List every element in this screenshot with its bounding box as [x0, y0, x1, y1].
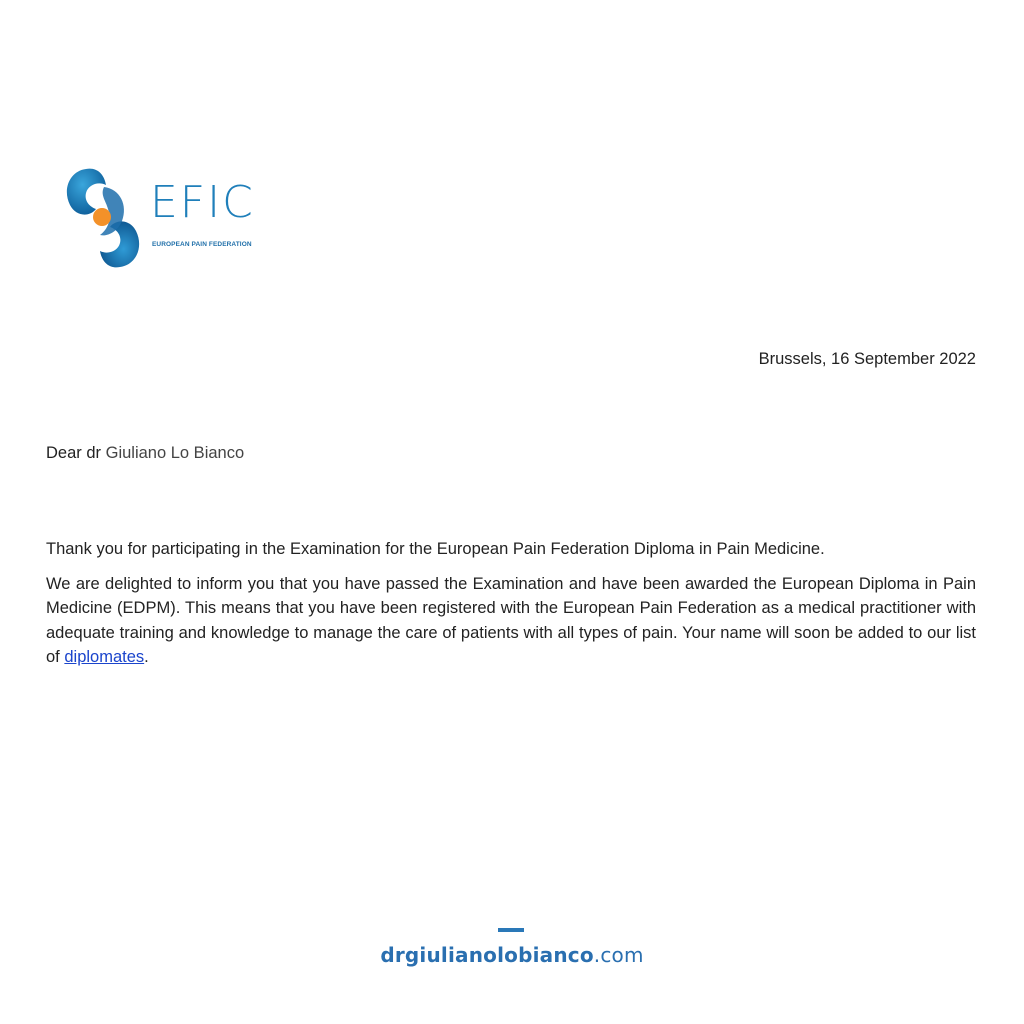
efic-logo-text: EFIC — [150, 177, 255, 228]
footer-domain-tld: .com — [593, 943, 644, 967]
paragraph-award — [46, 572, 976, 670]
salutation — [46, 444, 244, 463]
diplomates-link[interactable]: diplomates — [64, 648, 145, 666]
paragraph-award-text: We are delighted to inform you that you have passed the Examination and have been awarded the European Diploma in Pain Medicine (EDPM). This means that you have been registered with the European Pain Federation as a medical practitioner with adequate training and knowledge to manage the care of patients with all types of pain. Your name will soon be added to our list of — [46, 574, 976, 666]
footer-accent-bar — [498, 928, 524, 932]
efic-logo-mark-icon — [64, 165, 144, 271]
efic-logo — [64, 165, 254, 273]
letter-date: Brussels, 16 September 2022 — [758, 350, 976, 368]
letter-body — [46, 537, 976, 680]
recipient-name: Giuliano Lo Bianco — [105, 444, 245, 462]
paragraph-thanks: Thank you for participating in the Examination for the European Pain Federation Diploma in Pain Medicine. — [46, 540, 825, 558]
footer-website — [0, 943, 1024, 967]
paragraph-award-end: . — [144, 648, 149, 666]
efic-logo-subtitle: EUROPEAN PAIN FEDERATION — [152, 241, 252, 248]
salutation-prefix: Dear dr — [46, 444, 102, 462]
footer-domain-name: drgiulianolobianco — [380, 943, 594, 967]
